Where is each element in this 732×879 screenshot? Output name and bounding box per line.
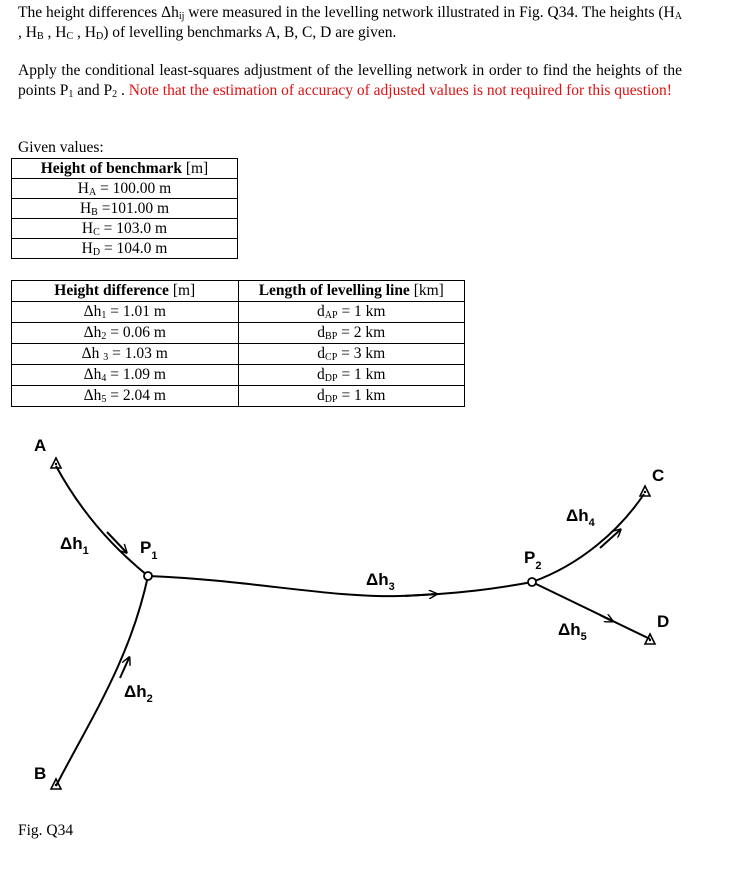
observations-table — [11, 280, 465, 407]
label-a: A — [34, 436, 47, 455]
table-cell: $H_B =101.00$ m — [12, 199, 238, 219]
subscript: ij — [178, 11, 185, 22]
intro-text: Apply the conditional least-squares adjustment of the levelling network in order to find the heights of the points P — [18, 62, 682, 99]
arrow-dh5 — [600, 615, 612, 621]
benchmark-table — [11, 158, 238, 259]
figure-caption: Fig. Q34 — [18, 822, 74, 839]
table-cell: $\Delta h_2 = 0.06$ m — [12, 323, 239, 344]
intro-text: and P — [73, 82, 113, 99]
subscript: C — [66, 31, 74, 42]
subscript: A — [674, 11, 682, 22]
label-b: B — [34, 764, 47, 783]
table-cell: $d_{DP} = 1$ km — [238, 386, 464, 407]
label-dh2: $\Delta h_2$ — [124, 682, 153, 705]
label-dh4: $\Delta h_4$ — [566, 506, 595, 529]
given-values-label: Given values: — [18, 139, 104, 156]
header-unit: [m] — [172, 282, 196, 299]
subscript: D — [95, 31, 104, 42]
table-row — [12, 386, 465, 407]
table-cell: $H_C = 103.0$ m — [12, 219, 238, 239]
table-cell: $d_{AP} = 1$ km — [238, 302, 464, 323]
line-p1-p2 — [148, 576, 532, 596]
table-cell: $H_A = 100.00$ m — [12, 179, 238, 199]
point-p2-marker — [528, 578, 536, 586]
header-unit: [km] — [413, 282, 444, 299]
label-dh3: $\Delta h_3$ — [366, 570, 395, 593]
intro-paragraph-1 — [18, 3, 682, 43]
label-d: D — [657, 612, 670, 631]
subscript: 2 — [112, 89, 118, 100]
line-b-p1 — [56, 576, 148, 786]
benchmark-header — [12, 159, 238, 179]
intro-text: , H — [43, 24, 67, 41]
table-row — [12, 219, 238, 239]
header-unit: [m] — [185, 160, 209, 177]
subscript: 1 — [68, 89, 74, 100]
intro-text: , H — [18, 24, 37, 41]
table-cell: $H_D = 104.0$ m — [12, 239, 238, 259]
table-header-row — [12, 281, 465, 302]
subscript: B — [36, 31, 44, 42]
header-text: Height difference — [54, 282, 169, 299]
benchmark-c-triangle-icon — [640, 486, 650, 496]
table-row — [12, 199, 238, 219]
table-cell: $\Delta h_5 = 2.04$ m — [12, 386, 239, 407]
table-row — [12, 179, 238, 199]
table-cell: $d_{BP} = 2$ km — [238, 323, 464, 344]
table-cell: Δh $_3$ = 1.03 m — [12, 344, 239, 365]
table-row — [12, 239, 238, 259]
label-dh1: $\Delta h_1$ — [60, 534, 89, 557]
line-a-p1 — [56, 466, 148, 576]
label-p1: $P_1$ — [140, 538, 158, 562]
benchmark-d-triangle-icon — [645, 634, 655, 644]
table-cell: $d_{DP} = 1$ km — [238, 365, 464, 386]
intro-text: . — [117, 82, 129, 99]
line-length-header — [238, 281, 464, 302]
height-difference-header — [12, 281, 239, 302]
table-cell: $\Delta h_1 = 1.01$ m — [12, 302, 239, 323]
label-c: C — [652, 466, 665, 485]
table-row — [12, 365, 465, 386]
table-cell: $d_{CP} = 3$ km — [238, 344, 464, 365]
line-p2-d — [532, 582, 650, 639]
point-p1-marker — [144, 572, 152, 580]
table-header-row — [12, 159, 238, 179]
table-row — [12, 323, 465, 344]
table-cell: $\Delta h_4 = 1.09$ m — [12, 365, 239, 386]
table-row — [12, 302, 465, 323]
label-p2: $P_2$ — [524, 548, 542, 572]
intro-text: were measured in the levelling network illustrated in Fig. Q34. The heights (H — [184, 4, 675, 21]
levelling-network-diagram — [0, 420, 732, 860]
red-note: Note that the estimation of accuracy of adjusted values is not required for this question! — [128, 82, 672, 99]
intro-text: ) of levelling benchmarks A, B, C, D are given. — [103, 24, 397, 41]
intro-text: , H — [73, 24, 96, 41]
header-text: Height of benchmark — [40, 160, 182, 177]
header-text: Length of levelling line — [258, 282, 410, 299]
arrow-dh1 — [107, 532, 126, 552]
label-dh5: $\Delta h_5$ — [558, 620, 587, 643]
table-row — [12, 344, 465, 365]
intro-text: The height differences Δh — [18, 4, 179, 21]
intro-paragraph-2 — [18, 61, 682, 101]
arrow-dh3 — [405, 594, 436, 596]
